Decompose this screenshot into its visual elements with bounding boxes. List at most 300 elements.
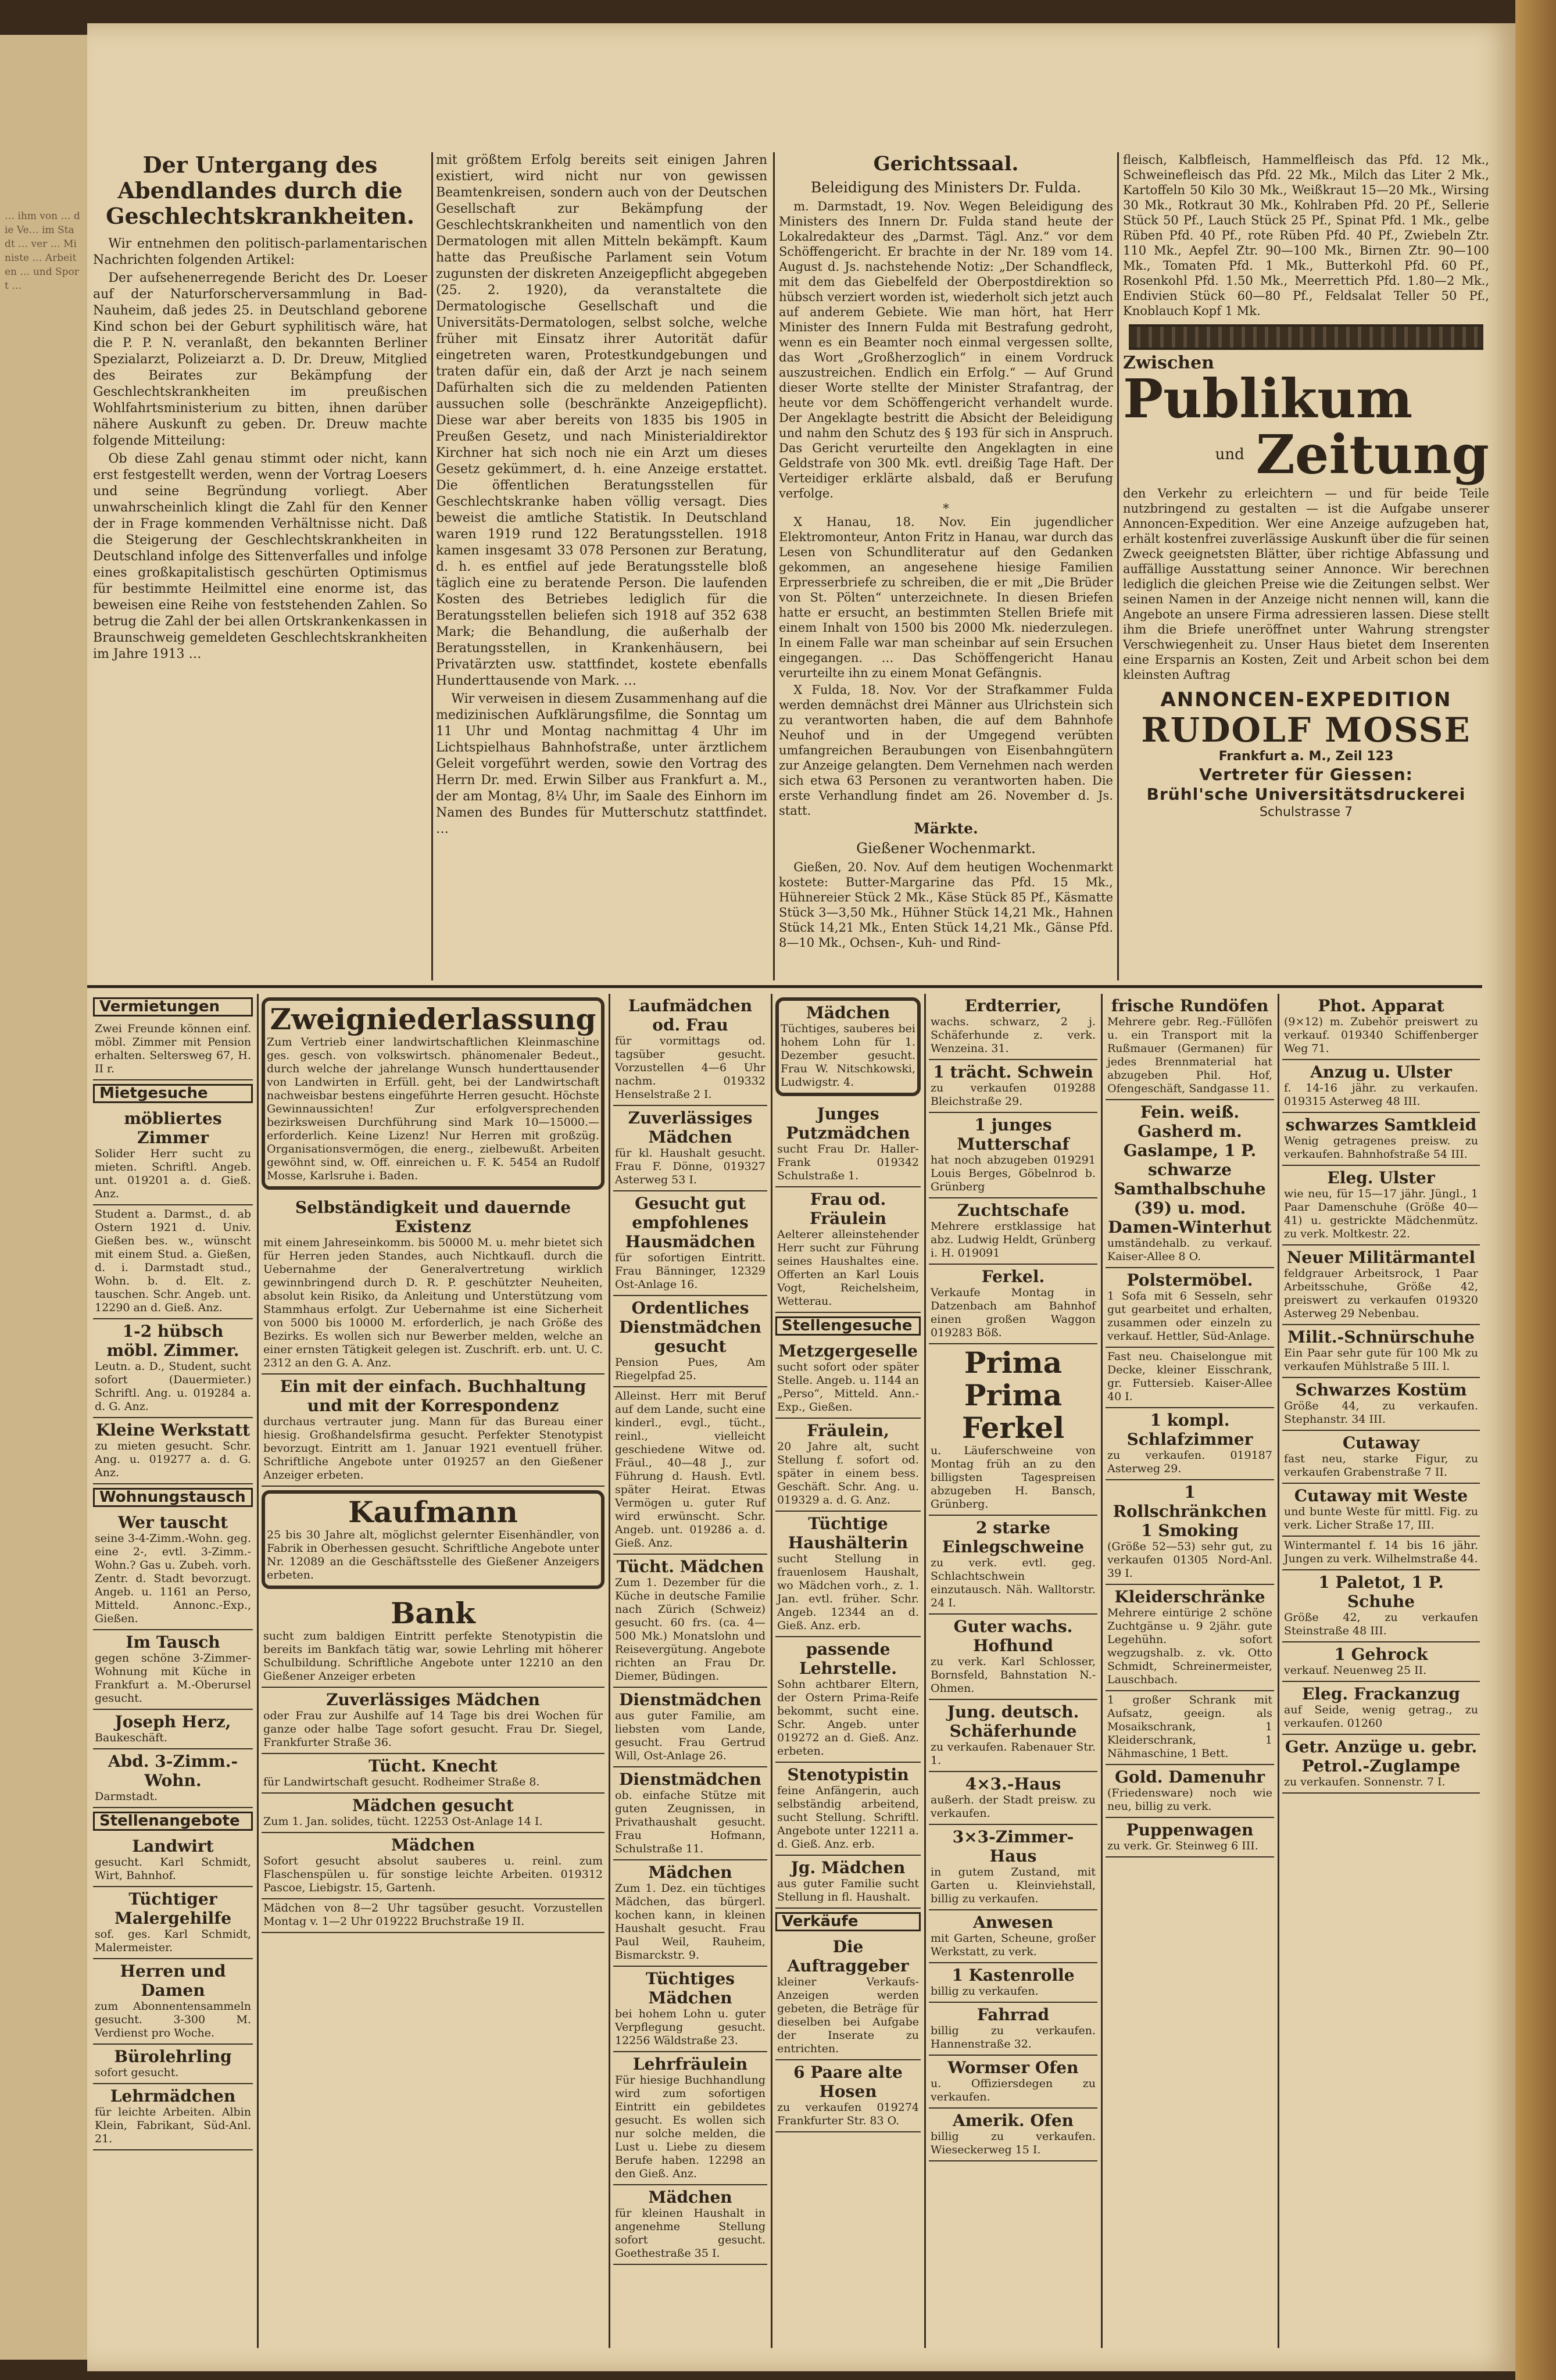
ad-headline: Guter wachs. Hofhund bbox=[953, 1617, 1073, 1655]
classified-ad bbox=[775, 997, 921, 1096]
ad-headline: Mädchen bbox=[806, 1003, 890, 1022]
ad-headline: Jg. Mädchen bbox=[790, 1858, 906, 1877]
ad-body: Größe 44, zu verkaufen. Stephanstr. 34 III. bbox=[1284, 1400, 1478, 1426]
ad-headline: Prima Prima Ferkel bbox=[961, 1345, 1065, 1445]
ad-headline: Lehrfräulein bbox=[632, 2055, 748, 2074]
previous-page-text: … ihm von … die Ve… im Stadt … ver … Ministe … Arbeiten … und Sport … bbox=[5, 210, 80, 292]
classified-ad bbox=[929, 1344, 1097, 1516]
classified-ad bbox=[262, 1899, 604, 1933]
ad-headline: Stenotypistin bbox=[787, 1765, 909, 1784]
ad-body: Sohn achtbarer Eltern, der Ostern Prima-Reife bekommt, sucht eine. Schr. Angeb. unter 019272 an d. Gieß. Anz. erbeten. bbox=[777, 1678, 919, 1758]
classified-ad bbox=[93, 1319, 253, 1418]
classified-ad bbox=[775, 1637, 921, 1763]
classified-ad bbox=[613, 1191, 767, 1296]
column-divider bbox=[924, 994, 926, 2348]
mosse-advertisement bbox=[1123, 353, 1489, 821]
classified-ad bbox=[1106, 1480, 1274, 1585]
classified-ad bbox=[775, 1102, 921, 1187]
ad-body: für leichte Arbeiten. Albin Klein, Fabrikant, Süd-Anl. 21. bbox=[95, 2106, 251, 2145]
classified-ad bbox=[93, 1749, 253, 1808]
ad-body: aus guter Familie sucht Stellung in fl. Haushalt. bbox=[777, 1877, 919, 1903]
section-divider bbox=[87, 985, 1482, 988]
classified-ad bbox=[1282, 1570, 1480, 1642]
ad-body: für kleinen Haushalt in angenehme Stellung sofort gesucht. Goethestraße 35 I. bbox=[615, 2207, 766, 2260]
ad-body: 1 Sofa mit 6 Sesseln, sehr gut gearbeitet und erhalten, zusammen oder einzeln zu verkauf. Hettler, Süd-Anlage. bbox=[1107, 1290, 1272, 1343]
ad-headline: 1 Paletot, 1 P. Schuhe bbox=[1318, 1573, 1444, 1611]
classified-ad bbox=[1106, 1691, 1274, 1765]
ad-body: zu mieten gesucht. Schr. Ang. u. 019277 a. d. G. Anz. bbox=[95, 1440, 251, 1479]
ad-headline: Puppenwagen bbox=[1126, 1820, 1254, 1839]
ad-headline: Polstermöbel. bbox=[1126, 1270, 1253, 1290]
column-divider bbox=[1101, 994, 1103, 2348]
ad-headline: Zuchtschafe bbox=[957, 1201, 1069, 1220]
ad-body: durchaus vertrauter jung. Mann für das Bureau einer hiesig. Großhandelsfirma gesucht. Perfekter Stenotypist bevorzugt. Eintritt am 1. Januar 1921 eventuell früher. Schriftliche Angebote unter 019257 an den Gießener Anzeiger erbeten. bbox=[263, 1415, 603, 1481]
classified-ad bbox=[613, 2052, 767, 2185]
ad-body: feldgrauer Arbeitsrock, 1 Paar Arbeitsschuhe, Größe 42, preiswert zu verkaufen 019320 Asterweg 29 Nebenbau. bbox=[1284, 1267, 1478, 1320]
ad-body: Mehrere gebr. Reg.-Füllöfen u. ein Transport mit la Rußmauer (Germanen) für jedes Brennmaterial hat abzugeben Phil. Hof, Ofengeschäft, Sandgasse 11. bbox=[1107, 1015, 1272, 1095]
classified-column-3 bbox=[613, 994, 767, 2265]
classified-ad bbox=[775, 1935, 921, 2060]
ad-headline: Landwirt bbox=[132, 1837, 214, 1856]
ad-body: seine 3-4-Zimm.-Wohn. geg. eine 2-, evtl. 3-Zimm.-Wohn.? Gas u. Zubeh. vorh. Zentr. d. Stadt bevorzugt. Angeb. u. 1161 an Perso, Mitteld. Annonc.-Exp., Gießen. bbox=[95, 1532, 251, 1625]
article-paragraph: mit größtem Erfolg bereits seit einigen Jahren existiert, wird nicht nur von gewissen Beamtenkreisen, sondern auch von der Deutschen Gesellschaft zur Bekämpfung der Geschlechtskrankheiten und namentlich von den Dermatologen mit allen Mitteln bekämpft. Kaum hatte das Preußische Parlament sein Votum zugunsten der diskreten Anzeigepflicht abgegeben (25. 2. 1920), da veranstaltete die Dermatologische Gesellschaft und die Universitäts-Dermatologen, selbst solche, welche früher mit Einsatz ihrer Autorität dafür eingetreten waren, Protestkundgebungen und traten dafür ein, daß der Arzt je nach seinem Dafürhalten sich die zu meldenden Patienten aussuchen solle (beschränkte Anzeigepflicht). Diese war aber bereits von 1835 bis 1905 in Preußen Gesetz, und nach Ministerialdirektor Kirchner hat sich noch nie ein Arzt um dieses Gesetz gekümmert, d. h. eine Anzeige erstattet. Die öffentlichen Beratungsstellen für Geschlechtskranke haben völlig versagt. Dies beweist die amtliche Statistik. In Deutschland waren 1919 rund 122 Beratungsstellen. 1918 kamen insgesamt 33 078 Personen zur Beratung, d. h. es entfiel auf jede Beratungsstelle bloß täglich eine zu beratende Person. Die laufenden Kosten des Betriebes lediglich für die Beratungsstellen beliefen sich 1918 auf 352 638 Mark; die Behandlung, die außerhalb der Beratungsstellen, in Krankenhäusern, bei Privatärzten usw. stattfindet, kostete ebenfalls Hunderttausende von Mark. … bbox=[436, 153, 767, 688]
ad-body: zu verkaufen 019288 Bleichstraße 29. bbox=[931, 1082, 1096, 1108]
ad-headline: Die Auftraggeber bbox=[787, 1937, 909, 1975]
ad-body: zum Abonnentensammeln gesucht. 3-300 M. Verdienst pro Woche. bbox=[95, 2000, 251, 2039]
ad-body: mit einem Jahreseinkomm. bis 50000 M. u. mehr bietet sich für Herren jeden Standes, auch Nichtkaufl. durch die Uebernahme der Generalvertretung wirklich gewinnbringend durch D. R. P. geschützter Neuheiten, absolut kein Risiko, da Anleitung und Unterstützung vom Stammhaus erfolgt. Zur Uebernahme ist eine Sicherheit von 5000 bis 10000 M. erforderlich, je nach Größe des Bezirks. Es wollen sich nur Bewerber melden, welche an einer ernsten Tätigkeit gelegen ist. Zuschrift. erb. unt. U. C. 2312 an den G. A. Anz. bbox=[263, 1236, 603, 1369]
ad-headline: Jung. deutsch. Schäferhunde bbox=[947, 1702, 1079, 1741]
classified-ad bbox=[262, 1595, 604, 1688]
section-title: Gerichtssaal. bbox=[873, 152, 1019, 176]
classified-ad bbox=[1282, 1682, 1480, 1735]
classified-ad bbox=[93, 2084, 253, 2150]
ad-headline: 1 kompl. Schlafzimmer bbox=[1126, 1411, 1253, 1449]
ad-headline: Frau od. Fräulein bbox=[809, 1190, 887, 1228]
classified-ad bbox=[93, 1205, 253, 1319]
column-divider bbox=[773, 152, 775, 980]
ad-body: Tüchtiges, sauberes bei hohem Lohn für 1. Dezember gesucht. Frau W. Nitschkowski, Ludwigstr. 4. bbox=[781, 1022, 915, 1089]
ad-body: Fast neu. Chaiselongue mit Decke, kleiner Eisschrank, gr. Futtersieb. Kaiser-Allee 40 I. bbox=[1107, 1350, 1272, 1403]
ad-body: billig zu verkaufen. bbox=[931, 1985, 1039, 1998]
ad-body: bei hohem Lohn u. guter Verpflegung gesucht. 12256 Wäldstraße 23. bbox=[615, 2007, 766, 2047]
ad-body: Wenig getragenes preisw. zu verkaufen. Bahnhofstraße 54 III. bbox=[1284, 1134, 1478, 1161]
market-text: Gießen, 20. Nov. Auf dem heutigen Wochenmarkt kostete: Butter-Margarine das Pfd. 15 Mk., Hühnereier Stück 2 Mk., Käse Stück 85 Pf., Käsmatte Stück 3—3,50 Mk., Hühner Stück 14,21 Mk., Hahnen Stück 14,21 Mk., Enten Stück 14,21 Mk., Gänse Pfd. 8—10 Mk., Ochsen-, Kuh- und Rind- bbox=[779, 860, 1113, 950]
ad-body: Ein Paar sehr gute für 100 Mk zu verkaufen Mühlstraße 5 III. l. bbox=[1284, 1347, 1478, 1373]
ad-body: sofort gesucht. bbox=[95, 2066, 179, 2079]
classified-ad bbox=[1282, 1060, 1480, 1113]
classified-ad bbox=[613, 1555, 767, 1688]
ad-headline: Lehrmädchen bbox=[110, 2086, 236, 2106]
ad-headline: Eleg. Frackanzug bbox=[1302, 1684, 1460, 1703]
ad-body: für sofortigen Eintritt. Frau Bänninger, 12329 Ost-Anlage 16. bbox=[615, 1251, 766, 1291]
ad-headline: Dienstmädchen bbox=[619, 1690, 761, 1709]
ad-body: (9×12) m. Zubehör preiswert zu verkauf. 019340 Schiffenberger Weg 71. bbox=[1284, 1015, 1478, 1055]
newspaper-page bbox=[87, 23, 1517, 2371]
ad-headline: Mädchen bbox=[648, 2188, 732, 2207]
ad-headline: Cutaway mit Weste bbox=[1294, 1486, 1468, 1505]
ad-headline: Anwesen bbox=[973, 1913, 1053, 1932]
classified-ad bbox=[613, 1106, 767, 1191]
ad-headline: Metzgergeselle bbox=[778, 1341, 918, 1361]
classified-ad bbox=[262, 1754, 604, 1794]
classified-ad bbox=[1282, 1431, 1480, 1484]
ad-body: (Größe 52—53) sehr gut, zu verkaufen 01305 Nord-Anl. 39 I. bbox=[1107, 1540, 1272, 1580]
ad-body: kleiner Verkaufs-Anzeigen werden gebeten, die Beträge für dieselben bei Aufgabe der Inserate zu entrichten. bbox=[777, 1975, 919, 2055]
ad-body: billig zu verkaufen. Wieseckerweg 15 I. bbox=[931, 2130, 1096, 2156]
previous-page-edge bbox=[0, 35, 91, 2360]
ad-headline: Eleg. Ulster bbox=[1327, 1168, 1435, 1187]
classified-ad bbox=[929, 2003, 1097, 2056]
ad-address: Frankfurt a. M., Zeil 123 bbox=[1218, 749, 1394, 764]
ad-headline: frische Rundöfen bbox=[1111, 996, 1269, 1015]
classified-ad bbox=[1282, 994, 1480, 1060]
column-divider bbox=[771, 994, 772, 2348]
ad-company-name: RUDOLF MOSSE bbox=[1141, 710, 1471, 750]
ad-body: mit Garten, Scheune, großer Werkstatt, zu verk. bbox=[931, 1932, 1096, 1958]
classified-ad bbox=[93, 1710, 253, 1749]
classified-column-2 bbox=[262, 994, 604, 1933]
market-text-continued: fleisch, Kalbfleisch, Hammelfleisch das Pfd. 12 Mk., Schweinefleisch das Pfd. 22 Mk., Milch das Liter 2 Mk., Kartoffeln 50 Kilo 30 Mk., Weißkraut 15—20 Mk., Wirsing 30 Mk., Rotkraut 30 Mk., Kohlraben Pfd. 20 Pf., Sellerie Stück 50 Pf., Lauch Stück 25 Pf., Spinat Pfd. 1 Mk., gelbe Rüben Pfd. 40 Pf., rote Rüben Pfd. 40 Pf., Zwiebeln Ztr. 110 Mk., Aepfel Ztr. 90—100 Mk., Birnen Ztr. 90—100 Mk., Tomaten Pfd. 1 Mk., Butterkohl Pfd. 60 Pf., Rosenkohl Pfd. 1.50 Mk., Meerrettich Pfd. 1.80—2 Mk., Endivien Stück 60—80 Pf., Feldsalat Teller 50 Pf., Knoblauch Kopf 1 Mk. bbox=[1123, 153, 1489, 318]
ad-body: sucht Stellung in frauenlosem Haushalt, wo Mädchen vorh., z. 1. Jan. evtl. früher. Schr. Angeb. 12344 an d. Gieß. Anz. erb. bbox=[777, 1552, 919, 1632]
ad-body: u. Offiziersdegen zu verkaufen. bbox=[931, 2077, 1096, 2103]
ad-body: Zwei Freunde können einf. möbl. Zimmer mit Pension erhalten. Seltersweg 67, H. II r. bbox=[95, 1022, 251, 1075]
ad-body: aus guter Familie, am liebsten vom Lande, gesucht. Frau Gertrud Will, Ost-Anlage 26. bbox=[615, 1709, 766, 1762]
classified-ad bbox=[1106, 1348, 1274, 1408]
classified-column-1 bbox=[93, 994, 253, 2150]
ad-body: Zum Vertrieb einer landwirtschaftlichen Kleinmaschine ges. gesch. von volkswirtsch. phänomenaler Bedeut., durch welche der jahrelange Wunsch hunderttausender von Landwirten in Erfüll. geht, bei der Landwirtschaft nachweisbar bestens eingeführte Herren gesucht. Höchste Gewinnaussichten! Zur erfolgversprechenden bezirksweisen Durchführung sind Mark 10—15000.— erforderlich. Keine Lizenz! Nur Herren mit großzüg. Organisationsvermögen, die energ., zielbewußt. Arbeiten gewöhnt sind, w. Off. einreichen u. F. K. 5454 an Rudolf Mosse, Karlsruhe i. Baden. bbox=[267, 1036, 599, 1182]
column-divider bbox=[431, 152, 433, 980]
book-edge bbox=[1515, 0, 1556, 2380]
ad-headline: 3×3-Zimmer-Haus bbox=[952, 1827, 1074, 1866]
ad-headline: Kleine Werkstatt bbox=[95, 1420, 251, 1440]
ad-headline: Tücht. Knecht bbox=[369, 1756, 498, 1776]
ad-body: Zum 1. Jan. solides, tücht. 12253 Ost-Anlage 14 I. bbox=[263, 1815, 543, 1828]
classified-ad bbox=[93, 1418, 253, 1484]
ad-headline: Gesucht gut empfohlenes Hausmädchen bbox=[625, 1194, 756, 1251]
ad-body: gesucht. Karl Schmidt, Wirt, Bahnhof. bbox=[95, 1856, 251, 1882]
classified-column-4 bbox=[775, 994, 921, 2132]
ad-body: zu verk. Karl Schlosser, Bornsfeld, Bahnstation N.-Ohmen. bbox=[931, 1655, 1096, 1695]
ad-headline: Tücht. Mädchen bbox=[616, 1557, 764, 1576]
ad-body: Zum 1. Dezember für die Küche in deutsche Familie nach Zürich (Schweiz) gesucht. 60 frs. (ca. 4—500 Mk.) Monatslohn und Reisevergütung. Angebote richten an Frau Dr. Diemer, Büdingen. bbox=[615, 1576, 766, 1683]
section-header: Stellengesuche bbox=[775, 1316, 921, 1336]
classified-ad bbox=[613, 1767, 767, 1860]
ad-body: Für hiesige Buchhandlung wird zum sofortigen Eintritt ein gebildetes gesucht. Es wollen sich nur solche melden, die Lust u. Liebe zu diesem Berufe haben. 12298 an den Gieß. Anz. bbox=[615, 2074, 766, 2180]
ad-headline: möbliertes Zimmer bbox=[124, 1109, 222, 1147]
ad-headline: 1-2 hübsch möbl. Zimmer. bbox=[106, 1322, 239, 1360]
classified-ad bbox=[775, 1763, 921, 1856]
decorative-banner bbox=[1129, 324, 1483, 350]
classified-ad bbox=[775, 1187, 921, 1313]
ad-body: auf Seide, wenig getrag., zu verkaufen. 01260 bbox=[1284, 1703, 1478, 1730]
ad-body: Wintermantel f. 14 bis 16 jähr. Jungen zu verk. Wilhelmstraße 44. bbox=[1284, 1539, 1478, 1565]
case-title: Beleidigung des Ministers Dr. Fulda. bbox=[810, 179, 1082, 196]
ad-body: Größe 42, zu verkaufen Steinstraße 48 III. bbox=[1284, 1611, 1478, 1637]
ad-body: in gutem Zustand, mit Garten u. Kleinviehstall, billig zu verkaufen. bbox=[931, 1866, 1096, 1905]
column-divider bbox=[257, 994, 259, 2348]
ad-headline: 4×3.-Haus bbox=[965, 1774, 1061, 1794]
classified-ad bbox=[613, 1860, 767, 1967]
section-header: Wohnungstausch bbox=[93, 1488, 253, 1507]
classified-ad bbox=[262, 1490, 604, 1589]
ad-body: für Landwirtschaft gesucht. Rodheimer Straße 8. bbox=[263, 1776, 540, 1788]
ad-body: fast neu, starke Figur, zu verkaufen Grabenstraße 7 II. bbox=[1284, 1452, 1478, 1479]
case-text: m. Darmstadt, 19. Nov. Wegen Beleidigung des Ministers des Innern Dr. Fulda stand heute der Lokalredakteur des „Darmst. Tägl. Anz.“ vor dem Schöffengericht. Er brachte in der Nr. 189 vom 14. August d. Js. nachstehende Notiz: „Der Schandfleck, mit dem das Giebelfeld der Oberpostdirektion so hübsch verziert worden ist, wiederholt sich jetzt auch auf anderem Gebiete. Wie man hört, hat Herr Minister des Innern Fulda mit Bestrafung gedroht, wenn es ein Beamter noch einmal vergessen sollte, das Wort „Großherzoglich“ in einem Vordruck auszustreichen. Endlich ein Erfolg.“ — Auf Grund dieser Worte stellte der Minister Strafantrag, der heute vor dem Schöffengericht verhandelt wurde. Der Angeklagte bestritt die Absicht der Beleidigung und nahm den Schutz des § 193 für sich in Anspruch. Das Gericht verurteilte den Angeklagten in eine Geldstrafe von 300 Mk. evtl. dreißig Tage Haft. Der Verteidiger erklärte alsbald, daß er Berufung verfolge. bbox=[779, 199, 1113, 500]
ad-headline: Zweigniederlassung bbox=[270, 1002, 596, 1036]
ad-headline: Bürolehrling bbox=[114, 2047, 232, 2066]
classified-ad bbox=[613, 994, 767, 1106]
ad-body: Baukeschäft. bbox=[95, 1731, 167, 1744]
classified-ad bbox=[613, 1296, 767, 1387]
ad-body: Alleinst. Herr mit Beruf auf dem Lande, sucht eine kinderl., evgl., tücht., reinl., vielleicht geschiedene Witwe od. Fräul., 40—48 J., zur Führung d. Haush. Evtl. später Heirat. Etwas Vermögen u. guter Ruf wird erwünscht. Schr. Angeb. unt. 019286 a. d. Gieß. Anz. bbox=[615, 1390, 766, 1549]
classified-ad bbox=[262, 1688, 604, 1754]
ad-headline: Mädchen gesucht bbox=[352, 1796, 514, 1815]
ad-headline: Phot. Apparat bbox=[1318, 996, 1444, 1015]
ad-headline: Mädchen bbox=[648, 1863, 732, 1882]
market-subtitle: Gießener Wochenmarkt. bbox=[856, 840, 1036, 857]
classified-ad bbox=[1282, 1642, 1480, 1682]
classified-ad bbox=[929, 1265, 1097, 1344]
article-paragraph: Der aufsehenerregende Bericht des Dr. Loeser auf der Naturforscherversammlung in Bad-Nauheim, daß jedes 25. in Deutschland geborene Kind schon bei der Geburt syphilitisch wäre, hat die P. P. N. veranlaßt, den bekannten Berliner Spezialarzt, Polizeiarzt a. D. Dr. Dreuw, Mitglied des Beirates zur Bekämpfung der Geschlechtskrankheiten im preußischen Wohlfahrtsministerium zu bitten, ihnen darüber nähere Auskunft zu geben. Dr. Dreuw machte folgende Mitteilung: bbox=[93, 271, 427, 448]
classified-ad bbox=[775, 2060, 921, 2132]
ad-headline: Selbständigkeit und dauernde Existenz bbox=[295, 1198, 571, 1236]
classified-ad bbox=[93, 1834, 253, 1887]
classified-ad bbox=[929, 1615, 1097, 1700]
classified-ad bbox=[775, 1419, 921, 1512]
article-column-1 bbox=[93, 152, 427, 664]
ad-body: Darmstadt. bbox=[95, 1790, 158, 1803]
ad-body: Leutn. a. D., Student, sucht sofort (Dauermieter.) Schriftl. Ang. u. 019284 a. d. G. Anz. bbox=[95, 1360, 251, 1413]
ad-headline: Wormser Ofen bbox=[947, 2058, 1079, 2077]
ad-rep-name: Brühl'sche Universitätsdruckerei bbox=[1146, 785, 1466, 804]
classified-column-5 bbox=[929, 994, 1097, 2161]
ad-headline: Ferkel. bbox=[981, 1267, 1045, 1286]
classified-column-6 bbox=[1106, 994, 1274, 1858]
section-header: Verkäufe bbox=[775, 1912, 921, 1931]
ad-headline: Fräulein, bbox=[807, 1421, 889, 1440]
ad-headline: Wer tauscht bbox=[117, 1513, 228, 1532]
classified-ad bbox=[613, 2185, 767, 2265]
ad-body: (Friedensware) noch wie neu, billig zu verk. bbox=[1107, 1787, 1272, 1813]
classified-ad bbox=[929, 1060, 1097, 1113]
ad-body: u. Läuferschweine von Montag früh an zu den billigsten Tagespreisen abzugeben H. Bansch, Grünberg. bbox=[931, 1444, 1096, 1511]
article-column-2 bbox=[436, 152, 767, 839]
ad-zeitung: Zeitung bbox=[1255, 423, 1489, 486]
market-title: Märkte. bbox=[914, 820, 978, 837]
article-paragraph: Ob diese Zahl genau stimmt oder nicht, kann erst festgestellt werden, wenn der Vortrag Loesers und seine Begründung vorliegt. Aber unwahrscheinlich klingt die Zahl für den Kenner der in Frage kommenden Verhältnisse nicht. Daß die Steigerung der Geschlechtskrankheiten in Deutschland infolge des Sittenverfalles und infolge eines großkapitalistisch geschürten Optimismus für bestimmte Heilmittel eine enorme ist, das beweisen eine Reihe von feststehenden Zahlen. So betrug die Zahl der bei allen Ortskrankenkassen in Braunschweig gemeldeten Geschlechtskrankheiten im Jahre 1913 … bbox=[93, 452, 427, 661]
ad-headline: Neuer Militärmantel bbox=[1286, 1248, 1476, 1267]
classified-ad bbox=[262, 1196, 604, 1375]
ad-body: Mädchen von 8—2 Uhr tagsüber gesucht. Vorzustellen Montag v. 1—2 Uhr 019222 Bruchstraße 19 II. bbox=[263, 1902, 603, 1928]
ad-body: außerh. der Stadt preisw. zu verkaufen. bbox=[931, 1794, 1096, 1820]
ad-body: 20 Jahre alt, sucht Stellung f. sofort od. später in einem bess. Geschäft. Schr. Ang. u. 019329 a. d. G. Anz. bbox=[777, 1440, 919, 1506]
column-divider bbox=[1117, 152, 1119, 980]
ad-body: Pension Pues, Am Riegelpfad 25. bbox=[615, 1356, 766, 1382]
classified-ad bbox=[775, 1512, 921, 1637]
article-paragraph: Wir entnehmen den politisch-parlamentarischen Nachrichten folgenden Artikel: bbox=[93, 237, 427, 267]
ad-body: den Verkehr zu erleichtern — und für beide Teile nutzbringend zu gestalten — ist die Aufgabe unserer Annoncen-Expedition. Wer eine Anzeige aufzugeben hat, erhält kostenfrei zuverlässige Auskunft über die für seinen Zweck geeignetsten Blätter, über richtige Abfassung und auffällige Ausstattung seiner Annonce. Wir berechnen lediglich die gleichen Preise wie die Zeitungen selbst. Wer seinen Namen in der Anzeige nicht nennen will, kann die Angebote an unsere Firma adressieren lassen. Diese stellt ihm die Briefe uneröffnet unter Wahrung strengster Verschwiegenheit zu. Unser Haus bietet dem Inserenten eine Ersparnis an Kosten, Zeit und Arbeit schon bei dem kleinsten Auftrag bbox=[1123, 486, 1489, 682]
ad-publikum: Publikum bbox=[1123, 367, 1413, 430]
ad-body: verkauf. Neuenweg 25 II. bbox=[1284, 1664, 1427, 1677]
classified-ad bbox=[929, 1963, 1097, 2003]
classified-ad bbox=[1282, 1113, 1480, 1166]
ad-rep-label: Vertreter für Giessen: bbox=[1199, 765, 1413, 784]
ad-body: hat noch abzugeben 019291 Louis Berges, Göbelnrod b. Grünberg bbox=[931, 1154, 1096, 1193]
ad-body: zu verkaufen. Sonnenstr. 7 I. bbox=[1284, 1776, 1446, 1788]
ad-headline: 1 Rollschränkchen 1 Smoking bbox=[1113, 1483, 1267, 1540]
section-header: Stellenangebote bbox=[93, 1812, 253, 1831]
classified-ad bbox=[929, 1516, 1097, 1615]
ad-headline: Anzug u. Ulster bbox=[1310, 1062, 1452, 1082]
classified-ad bbox=[1106, 1765, 1274, 1818]
classified-ad bbox=[93, 2045, 253, 2084]
ad-body: für kl. Haushalt gesucht. Frau F. Dönne, 019327 Asterweg 53 I. bbox=[615, 1147, 766, 1186]
ad-body: zu verkaufen 019274 Frankfurter Str. 83 O. bbox=[777, 2101, 919, 2127]
ad-headline: Mädchen bbox=[391, 1835, 475, 1855]
ad-headline: Im Tausch bbox=[126, 1633, 220, 1652]
classified-ad bbox=[1282, 1537, 1480, 1570]
ad-body: feine Anfängerin, auch selbständig arbeitend, sucht Stellung. Schriftl. Angebote unter 12211 a. d. Gieß. Anz. erb. bbox=[777, 1784, 919, 1851]
ad-body: Sofort gesucht absolut sauberes u. reinl. zum Flaschenspülen u. für sonstige leichte Arbeiten. 019312 Pascoe, Liebigstr. 15, Gartenh. bbox=[263, 1855, 603, 1894]
ad-body: gegen schöne 3-Zimmer-Wohnung mit Küche in Frankfurt a. M.-Oberursel gesucht. bbox=[95, 1652, 251, 1705]
ad-body: Mehrere eintürige 2 schöne Zuchtgänse u. 9 2jähr. gute Legehühn. sofort wegzugshalb. z. vk. Otto Schmidt, Schreinermeister, Lauschbach. bbox=[1107, 1606, 1272, 1686]
ad-body: sucht zum baldigen Eintritt perfekte Stenotypistin die bereits im Bankfach tätig war, sowie Lehrling mit höherer Schulbildung. Schriftliche Angebote unter 12210 an den Gießener Anzeiger erbeten bbox=[263, 1630, 603, 1683]
ad-headline: Gold. Damenuhr bbox=[1115, 1767, 1265, 1787]
ad-body: f. 14-16 jähr. zu verkaufen. 019315 Asterweg 48 III. bbox=[1284, 1082, 1478, 1108]
classified-ad bbox=[1106, 1268, 1274, 1348]
classified-ad bbox=[613, 1967, 767, 2052]
ad-body: umständehalb. zu verkauf. Kaiser-Allee 8 O. bbox=[1107, 1237, 1272, 1263]
ad-body: Student a. Darmst., d. ab Ostern 1921 d. Univ. Gießen bes. w., wünscht mit einem Stud. a. Gießen, d. i. Darmstadt stud., Wohn. b. d. Elt. z. tauschen. Schr. Angeb. unt. 12290 an d. Gieß. Anz. bbox=[95, 1208, 251, 1314]
ad-headline: Kaufmann bbox=[348, 1495, 518, 1529]
ad-headline: 2 starke Einlegschweine bbox=[942, 1518, 1085, 1556]
ad-body: wie neu, für 15—17 jähr. Jüngl., 1 Paar Damenschuhe (Größe 40—41) u. gestrickte Mädchenmütz. zu verk. Moltkestr. 22. bbox=[1284, 1187, 1478, 1240]
classified-column-7 bbox=[1282, 994, 1480, 1794]
classified-ad bbox=[929, 2056, 1097, 2109]
classified-ad bbox=[929, 1825, 1097, 1910]
ad-body: und bunte Weste für mittl. Fig. zu verk. Licher Straße 17, III. bbox=[1284, 1505, 1478, 1531]
ad-rep-street: Schulstrasse 7 bbox=[1259, 805, 1353, 819]
classified-ad bbox=[262, 997, 604, 1190]
ad-headline: Ein mit der einfach. Buchhaltung und mit der Korrespondenz bbox=[280, 1377, 586, 1415]
market-mosse-column bbox=[1123, 152, 1489, 821]
classified-ad bbox=[1282, 1166, 1480, 1246]
ad-body: zu verkaufen. 019187 Asterweg 29. bbox=[1107, 1449, 1272, 1475]
ad-body: sucht sofort oder später Stelle. Angeb. u. 1144 an „Perso“, Mitteld. Ann.-Exp., Gießen. bbox=[777, 1361, 919, 1413]
classified-ad bbox=[93, 1959, 253, 2045]
section-header: Vermietungen bbox=[93, 997, 253, 1017]
classified-ad bbox=[93, 1511, 253, 1630]
case-text: X Fulda, 18. Nov. Vor der Strafkammer Fulda werden demnächst drei Männer aus Ulrichstein sich zu verantworten haben, die auf dem Bahnhofe Neuhof und in der Umgegend verübten umfangreichen Beraubungen von Eisenbahngütern zur Anzeige gelangten. Dem Vernehmen nach werden sich etwa 63 Personen zu verantworten haben. Die erste Verhandlung findet am 26. November d. Js. statt. bbox=[779, 683, 1113, 818]
article-headline: Der Untergang des Abendlandes durch die Geschlechtskrankheiten. bbox=[106, 152, 414, 229]
ad-headline: 1 trächt. Schwein bbox=[933, 1062, 1093, 1082]
classified-ad bbox=[929, 1198, 1097, 1265]
classified-ad bbox=[1282, 1484, 1480, 1537]
ad-zwischen: Zwischen bbox=[1123, 353, 1214, 373]
ad-body: ob. einfache Stütze mit guten Zeugnissen, in Privathaushalt gesucht. Frau Hofmann, Schulstraße 11. bbox=[615, 1789, 766, 1855]
ad-headline: Amerik. Ofen bbox=[952, 2111, 1074, 2130]
ad-body: zu verk. evtl. geg. Schlachtschwein einzutausch. Näh. Walltorstr. 24 I. bbox=[931, 1556, 1096, 1609]
ad-headline: Laufmädchen od. Frau bbox=[628, 996, 753, 1035]
article-paragraph: Wir verweisen in diesem Zusammenhang auf die medizinischen Aufklärungsfilme, die Sonntag um 11 Uhr und Montag nachmittag 4 Uhr im Lichtspielhaus Bahnhofstraße, unter ärztlichem Geleit vorgeführt werden, sowie den Vortrag des Herrn Dr. med. Erwin Silber aus Frankfurt a. M., der am Montag, 8¼ Uhr, im Saale des Einhorn im Namen des Bundes für Mutterschutz stattfindet. … bbox=[436, 692, 767, 836]
ad-headline: Bank bbox=[391, 1596, 475, 1630]
classified-ad bbox=[1282, 1735, 1480, 1794]
ad-headline: Tüchtiges Mädchen bbox=[645, 1969, 735, 2007]
classified-ad bbox=[93, 1630, 253, 1710]
classified-ad bbox=[93, 1887, 253, 1959]
classified-ad bbox=[929, 2109, 1097, 2161]
ad-headline: Schwarzes Kostüm bbox=[1295, 1380, 1467, 1400]
classified-ad bbox=[1106, 1585, 1274, 1691]
ad-headline: 1 junges Mutterschaf bbox=[957, 1115, 1069, 1154]
ad-body: wachs. schwarz, 2 j. Schäferhunde z. verk. Wenzeina. 31. bbox=[931, 1015, 1096, 1055]
ad-headline: passende Lehrstelle. bbox=[799, 1640, 897, 1678]
classified-ad bbox=[262, 1794, 604, 1833]
ad-headline: Cutaway bbox=[1342, 1433, 1420, 1452]
ad-body: 1 großer Schrank mit Aufsatz, geeign. als Mosaikschrank, 1 Kleiderschrank, 1 Nähmaschine, 1 Bett. bbox=[1107, 1694, 1272, 1760]
ad-headline: 6 Paare alte Hosen bbox=[793, 2063, 903, 2101]
column-divider bbox=[1278, 994, 1279, 2348]
ad-headline: Fahrrad bbox=[976, 2005, 1050, 2024]
ad-headline: Herren und Damen bbox=[120, 1962, 226, 2000]
classified-ad bbox=[1106, 1818, 1274, 1858]
ad-headline: Tüchtiger Malergehilfe bbox=[114, 1889, 232, 1928]
classified-ad bbox=[929, 994, 1097, 1060]
classified-ad bbox=[1282, 1246, 1480, 1325]
classified-ad bbox=[929, 1910, 1097, 1963]
classified-ad bbox=[929, 1700, 1097, 1772]
ad-expedition: ANNONCEN-EXPEDITION bbox=[1160, 688, 1452, 711]
classified-ad bbox=[929, 1772, 1097, 1825]
ad-headline: Joseph Herz, bbox=[115, 1712, 231, 1731]
ad-body: zu verk. Gr. Steinweg 6 III. bbox=[1107, 1839, 1258, 1852]
classified-ad bbox=[775, 1856, 921, 1909]
ad-body: Mehrere erstklassige hat abz. Ludwig Heldt, Grünberg i. H. 019091 bbox=[931, 1220, 1096, 1259]
ad-body: sof. ges. Karl Schmidt, Malermeister. bbox=[95, 1928, 251, 1954]
classified-ad bbox=[1282, 1325, 1480, 1378]
ad-headline: Milit.-Schnürschuhe bbox=[1287, 1327, 1475, 1347]
ad-body: oder Frau zur Aushilfe auf 14 Tage bis drei Wochen für ganze oder halbe Tage sofort gesucht. Frau Dr. Siegel, Frankfurter Straße 36. bbox=[263, 1709, 603, 1749]
column-divider bbox=[609, 994, 610, 2348]
ad-headline: Ordentliches Dienstmädchen gesucht bbox=[619, 1298, 761, 1356]
ad-body: zu verkaufen. Rabenauer Str. 1. bbox=[931, 1741, 1096, 1767]
classified-ad bbox=[1106, 994, 1274, 1100]
ad-body: Solider Herr sucht zu mieten. Schriftl. Angeb. unt. 019201 a. d. Gieß. Anz. bbox=[95, 1147, 251, 1200]
classified-ad bbox=[613, 1387, 767, 1555]
ad-body: Aelterer alleinstehender Herr sucht zur Führung seines Haushaltes eine. Offerten an Karl Louis Vogt, Reichelsheim, Wetterau. bbox=[777, 1228, 919, 1308]
ad-body: sucht Frau Dr. Haller-Frank 019342 Schulstraße 1. bbox=[777, 1143, 919, 1182]
ad-headline: Dienstmädchen bbox=[619, 1770, 761, 1789]
classified-ad bbox=[93, 1020, 253, 1080]
classified-ad bbox=[262, 1833, 604, 1899]
classified-ad bbox=[613, 1688, 767, 1767]
ad-headline: 1 Kastenrolle bbox=[952, 1966, 1075, 1985]
ad-headline: Getr. Anzüge u. gebr. Petrol.-Zuglampe bbox=[1285, 1737, 1478, 1776]
classified-ad bbox=[1282, 1378, 1480, 1431]
ad-body: Verkaufe Montag in Datzenbach am Bahnhof einen großen Waggon 019283 Böß. bbox=[931, 1286, 1096, 1339]
ad-headline: Tüchtige Haushälterin bbox=[788, 1514, 908, 1552]
ad-headline: schwarzes Samtkleid bbox=[1285, 1115, 1477, 1134]
classified-ad bbox=[775, 1339, 921, 1419]
classified-ad bbox=[262, 1375, 604, 1487]
ad-body: 25 bis 30 Jahre alt, möglichst gelernter Eisenhändler, von Fabrik in Oberhessen gesucht. Schriftliche Angebote unter Nr. 12089 an die Geschäftsstelle des Gießener Anzeigers erbeten. bbox=[267, 1529, 599, 1581]
ad-headline: Erdterrier, bbox=[964, 996, 1062, 1015]
classified-ad bbox=[929, 1113, 1097, 1198]
ad-headline: Fein. weiß. Gasherd m. Gaslampe, 1 P. schwarze Samthalbschuhe (39) u. mod. Damen-Winterhut bbox=[1108, 1103, 1272, 1237]
ad-und: und bbox=[1215, 446, 1244, 463]
ad-body: für vormittags od. tagsüber gesucht. Vorzustellen 4—6 Uhr nachm. 019332 Henselstraße 2 I. bbox=[615, 1035, 766, 1101]
ad-headline: Abd. 3-Zimm.-Wohn. bbox=[108, 1752, 238, 1790]
